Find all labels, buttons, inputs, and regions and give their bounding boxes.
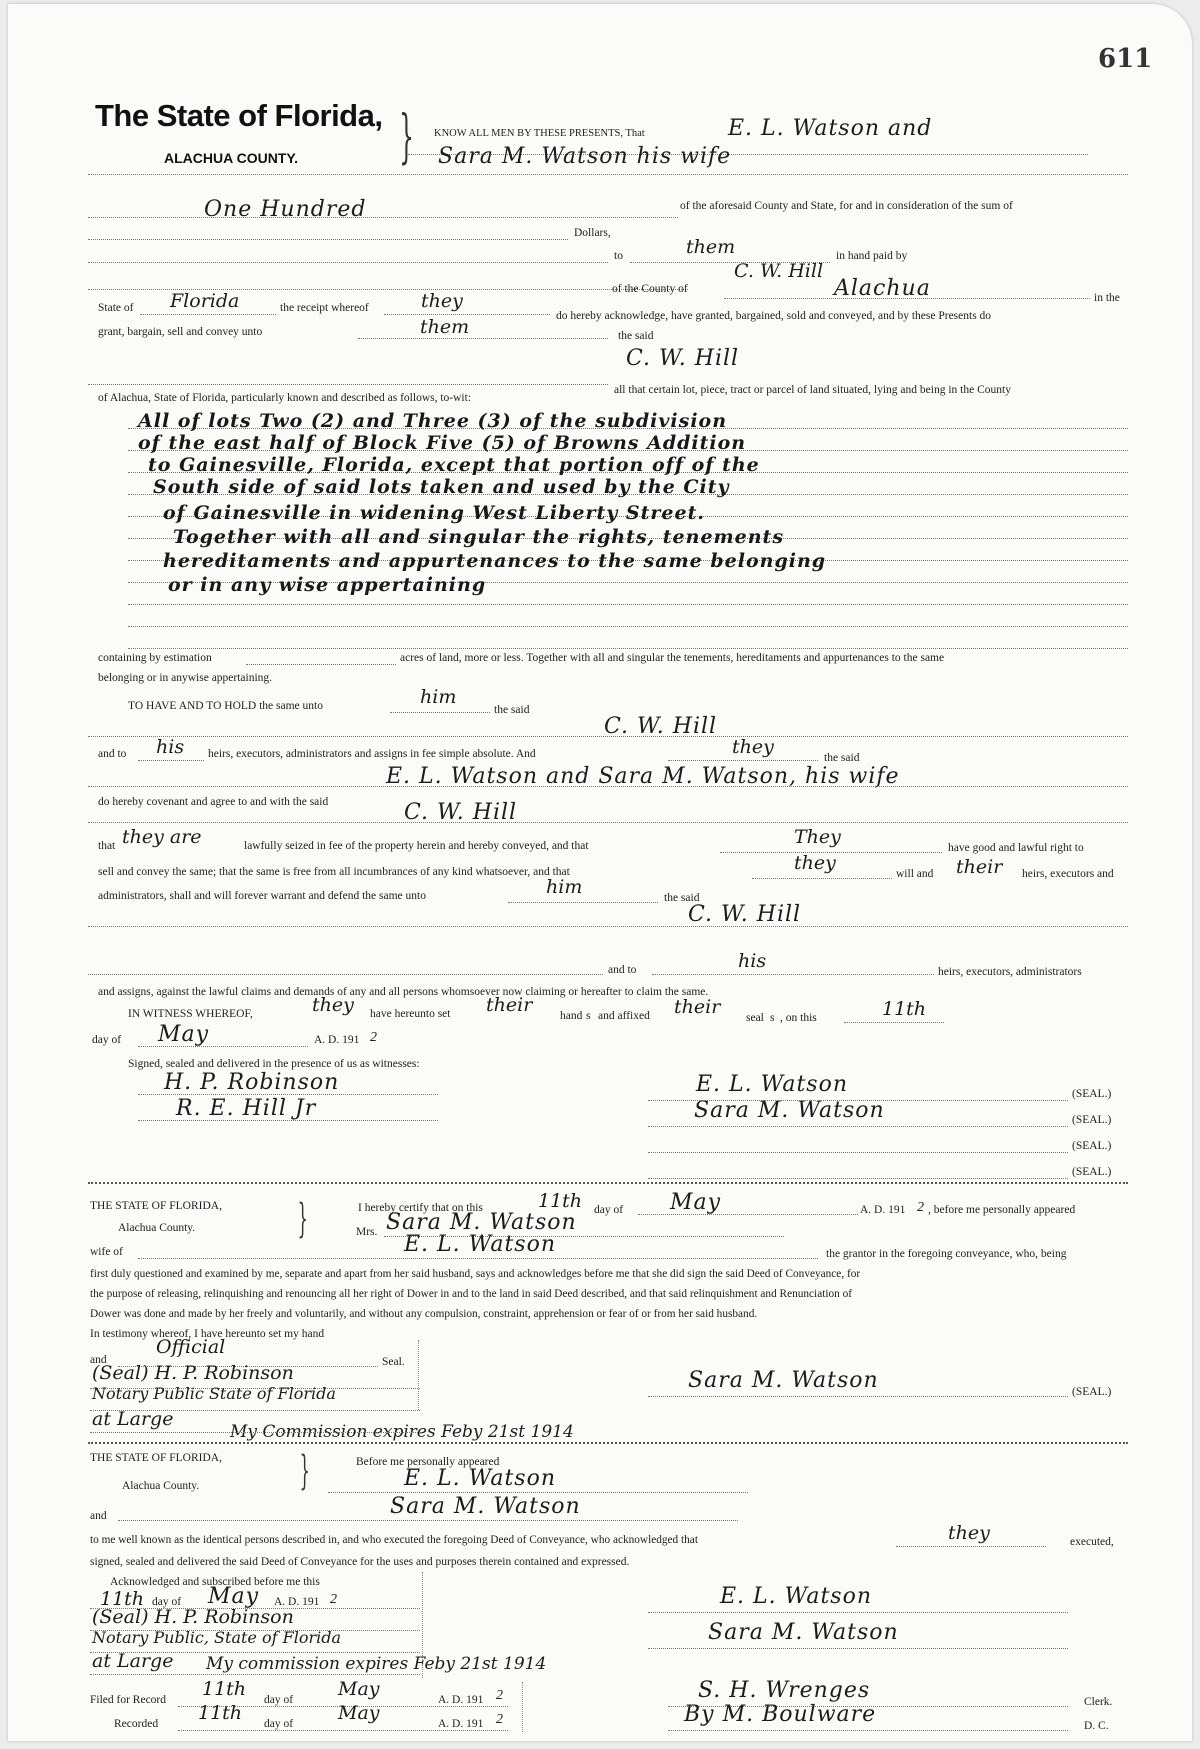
sell-convey-text: sell and convey the same; that the same is free from all incumbrances of any kind whatsoever, and that [98,866,570,878]
and-to-his: his [738,950,767,972]
year-digit: 2 [370,1030,377,1045]
rec-year: 2 [496,1712,503,1727]
paid-by: C. W. Hill [734,260,824,282]
cert-seal-label: (SEAL.) [1072,1386,1112,1398]
description-line-8: or in any wise appertaining [168,574,487,596]
line [648,1178,1068,1179]
line [88,822,1128,823]
rec-month: May [338,1702,380,1724]
witness-their-seal: their [674,996,721,1018]
the-said-text-4: the said [664,892,700,904]
and-to-text-2: and to [608,964,637,976]
notary-line: Notary Public State of Florida [92,1384,336,1403]
line [896,1546,1046,1547]
description-line-7: hereditaments and appurtenances to the same belonging [163,550,827,572]
witness-they: they [312,994,354,1016]
wife-of-name: E. L. Watson [404,1232,557,1257]
heirs-fee-text: heirs, executors, administrators and assigns in fee simple absolute. And [208,748,536,760]
section-divider [88,1182,1128,1184]
line [138,1094,438,1095]
defend-unto: him [546,876,583,898]
seal-label-3: (SEAL.) [1072,1140,1112,1152]
all-that-text: all that certain lot, piece, tract or parcel of land situated, lying and being in the County [614,384,1011,396]
deputy-signature: By M. Boulware [684,1702,877,1727]
ack-day: 11th [100,1588,145,1610]
line [128,626,1128,627]
appeared-2: Sara M. Watson [390,1494,581,1519]
line [88,974,603,975]
day-of-text: day of [92,1034,122,1046]
filed-ad-text: A. D. 191 [438,1694,484,1706]
ack-signature-2: Sara M. Watson [708,1620,899,1645]
witness-day: 11th [882,998,927,1020]
filed-text: Filed for Record [90,1694,167,1706]
clerk-signature: S. H. Wrenges [698,1678,871,1703]
cert-county: Alachua County. [118,1222,196,1234]
line [88,217,678,218]
line [88,262,608,263]
warrant-they: they [794,852,836,874]
covenant-text: do hereby covenant and agree to and with the said [98,796,329,808]
ack-seal-line: (Seal) H. P. Robinson [92,1606,294,1628]
line [88,384,608,385]
county-of: Alachua [834,276,931,301]
line [648,1152,1068,1153]
line [668,760,818,761]
aforesaid-text: of the aforesaid County and State, for and in consideration of the sum of [680,200,1013,212]
line [88,736,1128,737]
before-me-text: , before me personally appeared [928,1204,1076,1216]
commission-1: My Commission expires Feby 21st 1914 [230,1422,574,1442]
affixed-text: and affixed [598,1010,650,1022]
dollars-text: Dollars, [574,227,611,239]
receipt-whereof-text: the receipt whereof [280,302,369,314]
know-all-text: KNOW ALL MEN BY THESE PRESENTS, That [434,128,645,139]
and-text: and [90,1354,107,1366]
filed-day: 11th [202,1678,247,1700]
deed-page [8,4,1192,1741]
seal-label-2: (SEAL.) [1072,1114,1112,1126]
line [138,760,204,761]
description-line-2: of the east half of Block Five (5) of Browns Addition [138,432,747,454]
line [390,712,490,713]
acknowledge-text: do hereby acknowledge, have granted, bargained, sold and conveyed, and by these Presents do [556,310,992,322]
ack-they: they [948,1522,990,1544]
that-they-are: they are [122,826,202,848]
administrators-text: administrators, shall and will forever warrant and defend the same unto [98,890,426,902]
right-they: They [794,826,841,848]
line [88,926,1128,927]
ack-signature-1: E. L. Watson [720,1584,873,1609]
line [638,1214,858,1215]
on-this-text: , on this [780,1012,817,1024]
well-known-text: to me well known as the identical persons described in, and who executed the foregoing Deed of Conveyance, who acknowledged that [90,1534,698,1546]
line [652,974,934,975]
witness-month: May [158,1022,210,1047]
in-witness-text: IN WITNESS WHEREOF, [128,1008,253,1020]
the-said-text-2: the said [494,704,530,716]
signature-1: E. L. Watson [696,1072,849,1097]
the-said-text-3: the said [824,752,860,764]
belonging-text: belonging or in anywise appertaining. [98,672,273,684]
signature-2: Sara M. Watson [694,1098,885,1123]
wife-of-text: wife of [90,1246,123,1258]
line [88,239,568,240]
acres-text: acres of land, more or less. Together with all and singular the tenements, hereditaments and appurtenances to the same [400,652,945,664]
have-hereunto-text: have hereunto set [370,1008,451,1020]
cert-brace: } [297,1196,308,1242]
testimony-text: In testimony whereof, I have hereunto set my hand [90,1328,325,1340]
filed-day-of-text: day of [264,1694,294,1706]
line [648,1396,1068,1397]
line [138,1120,438,1121]
line [648,1612,1068,1613]
clerk-label: Clerk. [1084,1696,1113,1708]
seal-label-1: (SEAL.) [1072,1088,1112,1100]
notary-margin [418,1340,419,1410]
grantor-line-text: the grantor in the foregoing conveyance, who, being [826,1248,1067,1260]
seal-text: seal [746,1012,764,1024]
county-title: ALACHUA COUNTY. [164,150,299,166]
line [90,1432,420,1433]
grantors-line-1: E. L. Watson and [728,116,933,141]
line [508,902,658,903]
to-have-text: TO HAVE AND TO HOLD the same unto [128,700,323,712]
notary-seal-line: (Seal) H. P. Robinson [92,1362,294,1384]
ack-county: Alachua County. [122,1480,200,1492]
description-line-1: All of lots Two (2) and Three (3) of the subdivision [138,410,728,432]
line [246,664,396,665]
recorded-text: Recorded [114,1718,159,1730]
filed-margin [522,1682,523,1732]
filed-month: May [338,1678,380,1700]
cert-paragraph-2: the purpose of releasing, relinquishing and renouncing all her right of Dower in and to the land in said Deed described, and that said relinquishment and Renunciation of [90,1288,853,1300]
executed-text: executed, [1070,1536,1114,1548]
rec-day-of-text: day of [264,1718,294,1730]
official: Official [156,1336,226,1358]
line [328,1492,748,1493]
lawfully-text: lawfully seized in fee of the property herein and hereby conveyed, and that [244,840,589,852]
line [90,1674,420,1675]
in-the-text: in the [1094,292,1120,304]
good-right-text: have good and lawful right to [948,842,1084,854]
cert-month: May [670,1190,722,1215]
mrs-text: Mrs. [356,1226,378,1238]
to-text: to [614,250,623,262]
to-whom: them [686,236,736,258]
grant-bargain-text: grant, bargain, sell and convey unto [98,326,263,338]
line [128,604,1128,605]
cert-day: 11th [538,1190,583,1212]
state-title: The State of Florida, [95,98,383,133]
cert-state: THE STATE OF FLORIDA, [90,1200,222,1212]
have-hold-said: C. W. Hill [604,714,718,739]
ack-ad-text: A. D. 191 [274,1596,320,1608]
ack-day-of-text: day of [152,1596,182,1608]
line [844,1022,944,1023]
line [178,1730,508,1731]
ack-month: May [208,1584,260,1609]
heirs-of: his [156,736,185,758]
the-said-text: the said [618,330,654,342]
convey-unto-value: them [420,316,470,338]
line [724,298,1090,299]
line [752,878,892,879]
witness-2: R. E. Hill Jr [176,1096,317,1121]
seal-suffix: s [770,1012,775,1024]
description-line-5: of Gainesville in widening West Liberty Street. [163,502,705,524]
description-line-6: Together with all and singular the rights, tenements [173,526,785,548]
line [358,338,608,339]
have-hold-unto: him [420,686,457,708]
header-brace: } [399,102,414,170]
covenant-parties: E. L. Watson and Sara M. Watson, his wife [386,764,900,789]
grantors-line-2: Sara M. Watson his wife [438,144,732,169]
cert-paragraph-1: first duly questioned and examined by me, separate and apart from her said husband, says and acknowledges before me that she did sign the said Deed of Conveyance, for [90,1268,861,1280]
line [140,314,276,315]
containing-text: containing by estimation [98,652,212,664]
ack-notary: Notary Public, State of Florida [92,1628,342,1647]
line [128,648,1128,649]
cert-signature: Sara M. Watson [688,1368,879,1393]
cert-paragraph-3: Dower was done and made by her freely and voluntarily, and without any compulsion, constraint, apprehension or fear of or from her said husband. [90,1308,758,1320]
heirs-exec-text: heirs, executors and [1022,868,1114,880]
ack-state: THE STATE OF FLORIDA, [90,1452,222,1464]
filed-year: 2 [496,1688,503,1703]
and-to-text: and to [98,748,127,760]
commission-2: My commission expires Feby 21st 1914 [206,1654,547,1674]
of-alachua-text: of Alachua, State of Florida, particularly known and described as follows, to-wit: [98,392,472,404]
seal-label-4: (SEAL.) [1072,1166,1112,1178]
hand-suffix: s [586,1010,591,1022]
covenant-with: C. W. Hill [404,800,518,825]
rec-day: 11th [198,1702,243,1724]
line [118,1520,738,1521]
line [668,1730,1068,1731]
and-party: they [732,736,774,758]
line [648,1100,1068,1101]
ack-large: at Large [92,1650,174,1672]
line [138,1258,818,1259]
line [88,174,1128,175]
mrs-name: Sara M. Watson [386,1210,577,1235]
assigns-text: and assigns, against the lawful claims and demands of any and all persons whomsoever now claiming or hereafter to claim the same. [98,986,709,998]
line [384,314,550,315]
line [88,786,1128,787]
in-hand-paid-text: in hand paid by [836,250,908,262]
at-large: at Large [92,1408,174,1430]
appeared-1: E. L. Watson [404,1466,557,1491]
hand-text: hand [560,1010,583,1022]
dc-label: D. C. [1084,1720,1109,1732]
defend-said: C. W. Hill [688,902,802,927]
receipt-whereof-value: they [421,290,463,312]
page-number: 611 [1098,44,1153,74]
state-of-value: Florida [170,290,240,312]
seal-dot-text: Seal. [382,1356,405,1368]
ad-text: A. D. 191 [314,1034,360,1046]
of-county-text: of the County of [612,283,688,295]
state-of-text: State of [98,302,134,314]
signed-sealed-text: Signed, sealed and delivered in the presence of us as witnesses: [128,1058,420,1070]
signed-delivered-text: signed, sealed and delivered the said Deed of Conveyance for the uses and purposes therein contained and expressed. [90,1556,630,1568]
and-text-2: and [90,1510,107,1522]
day-of-text-2: day of [594,1204,624,1216]
ack-brace: } [299,1448,310,1494]
amount-words: One Hundred [204,197,367,222]
heirs-admin-text: heirs, executors, administrators [938,966,1082,978]
line [648,1126,1068,1127]
cert-ad-text: A. D. 191 [860,1204,906,1216]
section-divider-2 [88,1442,1128,1444]
that-text: that [98,840,116,852]
before-appeared-text: Before me personally appeared [356,1456,500,1468]
witness-their-hand: their [486,994,533,1016]
line [138,1046,308,1047]
warrant-their: their [956,856,1003,878]
cert-year: 2 [917,1200,924,1215]
rec-ad-text: A. D. 191 [438,1718,484,1730]
certify-text: I hereby certify that on this [358,1202,483,1214]
will-and-text: will and [896,868,934,880]
description-line-4: South side of said lots taken and used by the City [153,476,730,498]
line [648,1648,1068,1649]
description-line-3: to Gainesville, Florida, except that portion off of the [148,454,760,476]
witness-1: H. P. Robinson [164,1070,340,1095]
grantee-name: C. W. Hill [626,346,740,371]
ack-year: 2 [330,1592,337,1607]
ack-sub-text: Acknowledged and subscribed before me this [110,1576,320,1588]
